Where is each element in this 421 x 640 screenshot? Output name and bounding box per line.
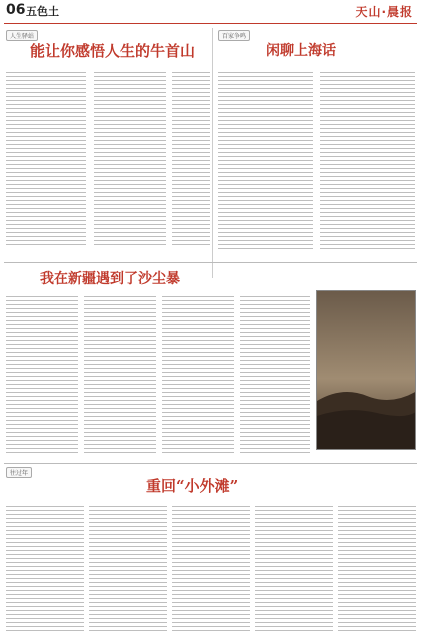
article-body-middle-col4 [240, 296, 310, 454]
article-photo-dust-storm [316, 290, 416, 450]
page-number: 06 [6, 2, 26, 18]
article-body-left-col2 [94, 72, 166, 248]
section-divider-2 [4, 463, 417, 464]
article-body-bottom-col4 [255, 506, 333, 634]
article-body-middle-col3 [162, 296, 234, 454]
article-body-right-col1 [218, 72, 313, 250]
article-headline-right: 闲聊上海话 [266, 43, 336, 59]
column-tag-bottom: 往过年 [6, 467, 32, 478]
article-headline-middle: 我在新疆遇到了沙尘暴 [40, 271, 180, 287]
article-body-bottom-col1 [6, 506, 84, 634]
article-body-bottom-col5 [338, 506, 416, 634]
article-body-middle-col1 [6, 296, 78, 454]
article-headline-bottom: 重回“小外滩” [146, 477, 239, 495]
section-divider-1 [4, 262, 417, 263]
page-header [0, 0, 421, 24]
article-body-middle-col2 [84, 296, 156, 454]
article-body-bottom-col3 [172, 506, 250, 634]
header-rule [4, 23, 417, 24]
section-title: 五色土 [26, 5, 59, 18]
article-headline-left: 能让你感悟人生的牛首山 [30, 42, 196, 60]
newspaper-masthead: 天山·晨报 [355, 5, 413, 19]
dust-storm-photo-icon [317, 291, 416, 450]
column-tag-right: 百家争鸣 [218, 30, 250, 41]
article-body-right-col2 [320, 72, 415, 250]
column-tag-left: 人生驿站 [6, 30, 38, 41]
article-body-left-col3 [172, 72, 210, 248]
column-divider [212, 28, 213, 278]
article-body-left-col1 [6, 72, 86, 248]
article-body-bottom-col2 [89, 506, 167, 634]
